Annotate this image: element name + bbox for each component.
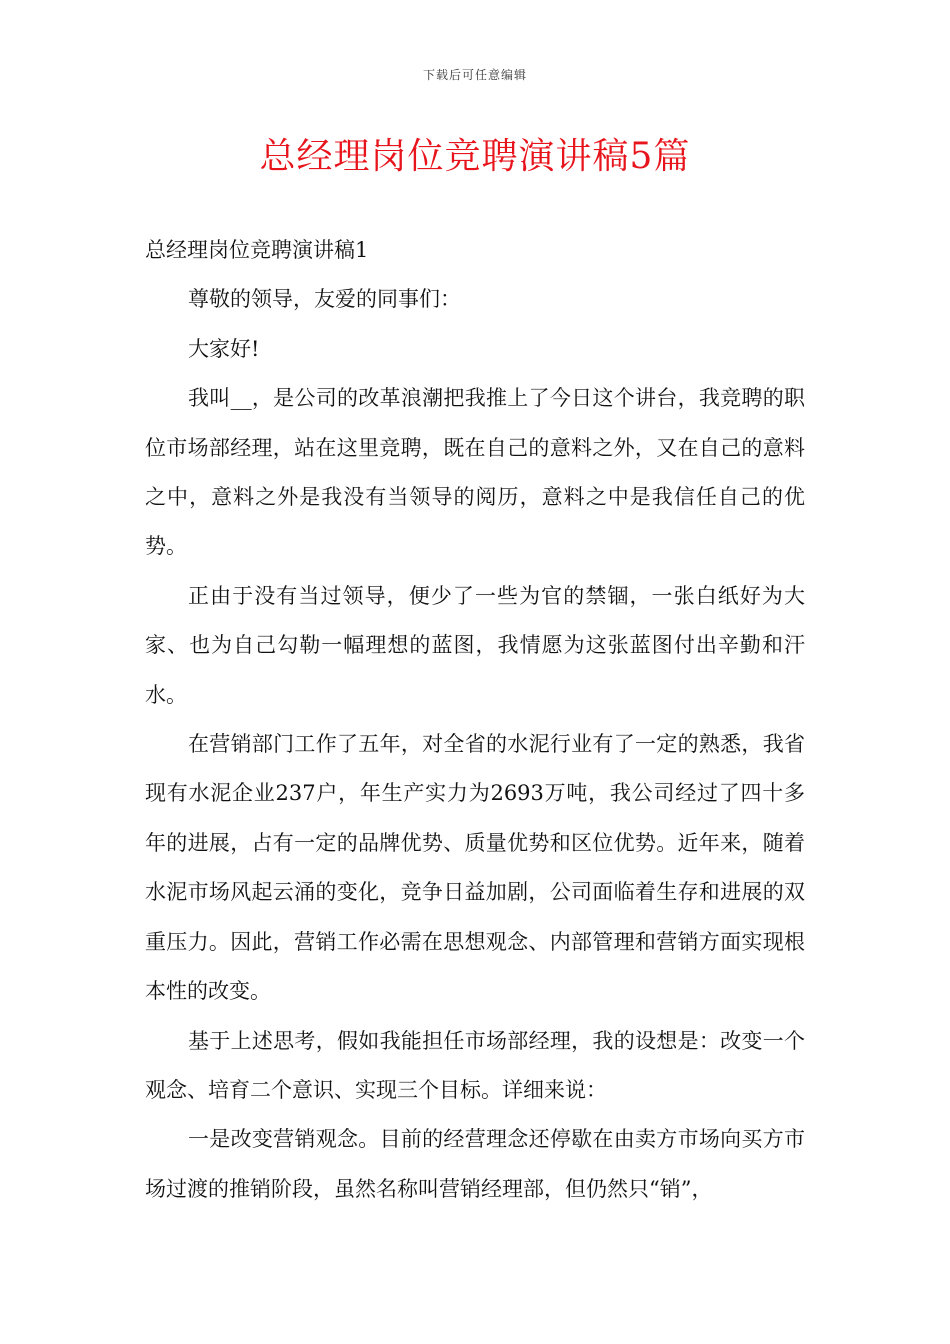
paragraph-introduction: 我叫__，是公司的改革浪潮把我推上了今日这个讲台，我竞聘的职位市场部经理，站在这里竞聘，既在自己的意料之外，又在自己的意料之中，意料之外是我没有当领导的阅历，意料之中是我信任自己的优势。 [145, 386, 805, 559]
paragraph-plan-point-one: 一是改变营销观念。目前的经营理念还停歇在由卖方市场向买方市场过渡的推销阶段，虽然名称叫营销经理部，但仍然只“销”， [145, 1127, 805, 1201]
document-body [145, 226, 805, 1214]
paragraph-blank-slate: 正由于没有当过领导，便少了一些为官的禁锢，一张白纸好为大家、也为自己勾勒一幅理想的蓝图，我情愿为这张蓝图付出辛勤和汗水。 [145, 583, 805, 707]
paragraph-salutation: 尊敬的领导，友爱的同事们： [188, 287, 461, 312]
section-heading: 总经理岗位竞聘演讲稿1 [145, 238, 369, 262]
paragraph-greeting: 大家好! [188, 336, 260, 361]
page-header-note: 下载后可任意编辑 [422, 68, 527, 82]
document-title: 总经理岗位竞聘演讲稿5篇 [259, 136, 691, 177]
paragraph-plan-summary: 基于上述思考，假如我能担任市场部经理，我的设想是：改变一个观念、培育二个意识、实现三个目标。详细来说： [145, 1028, 805, 1102]
paragraph-market-analysis: 在营销部门工作了五年，对全省的水泥行业有了一定的熟悉，我省现有水泥企业237户，年生产实力为2693万吨，我公司经过了四十多年的进展，占有一定的品牌优势、质量优势和区位优势。近年来，随着水泥市场风起云涌的变化，竞争日益加剧，公司面临着生存和进展的双重压力。因此，营销工作必需在思想观念、内部管理和营销方面实现根本性的改变。 [145, 732, 805, 1004]
